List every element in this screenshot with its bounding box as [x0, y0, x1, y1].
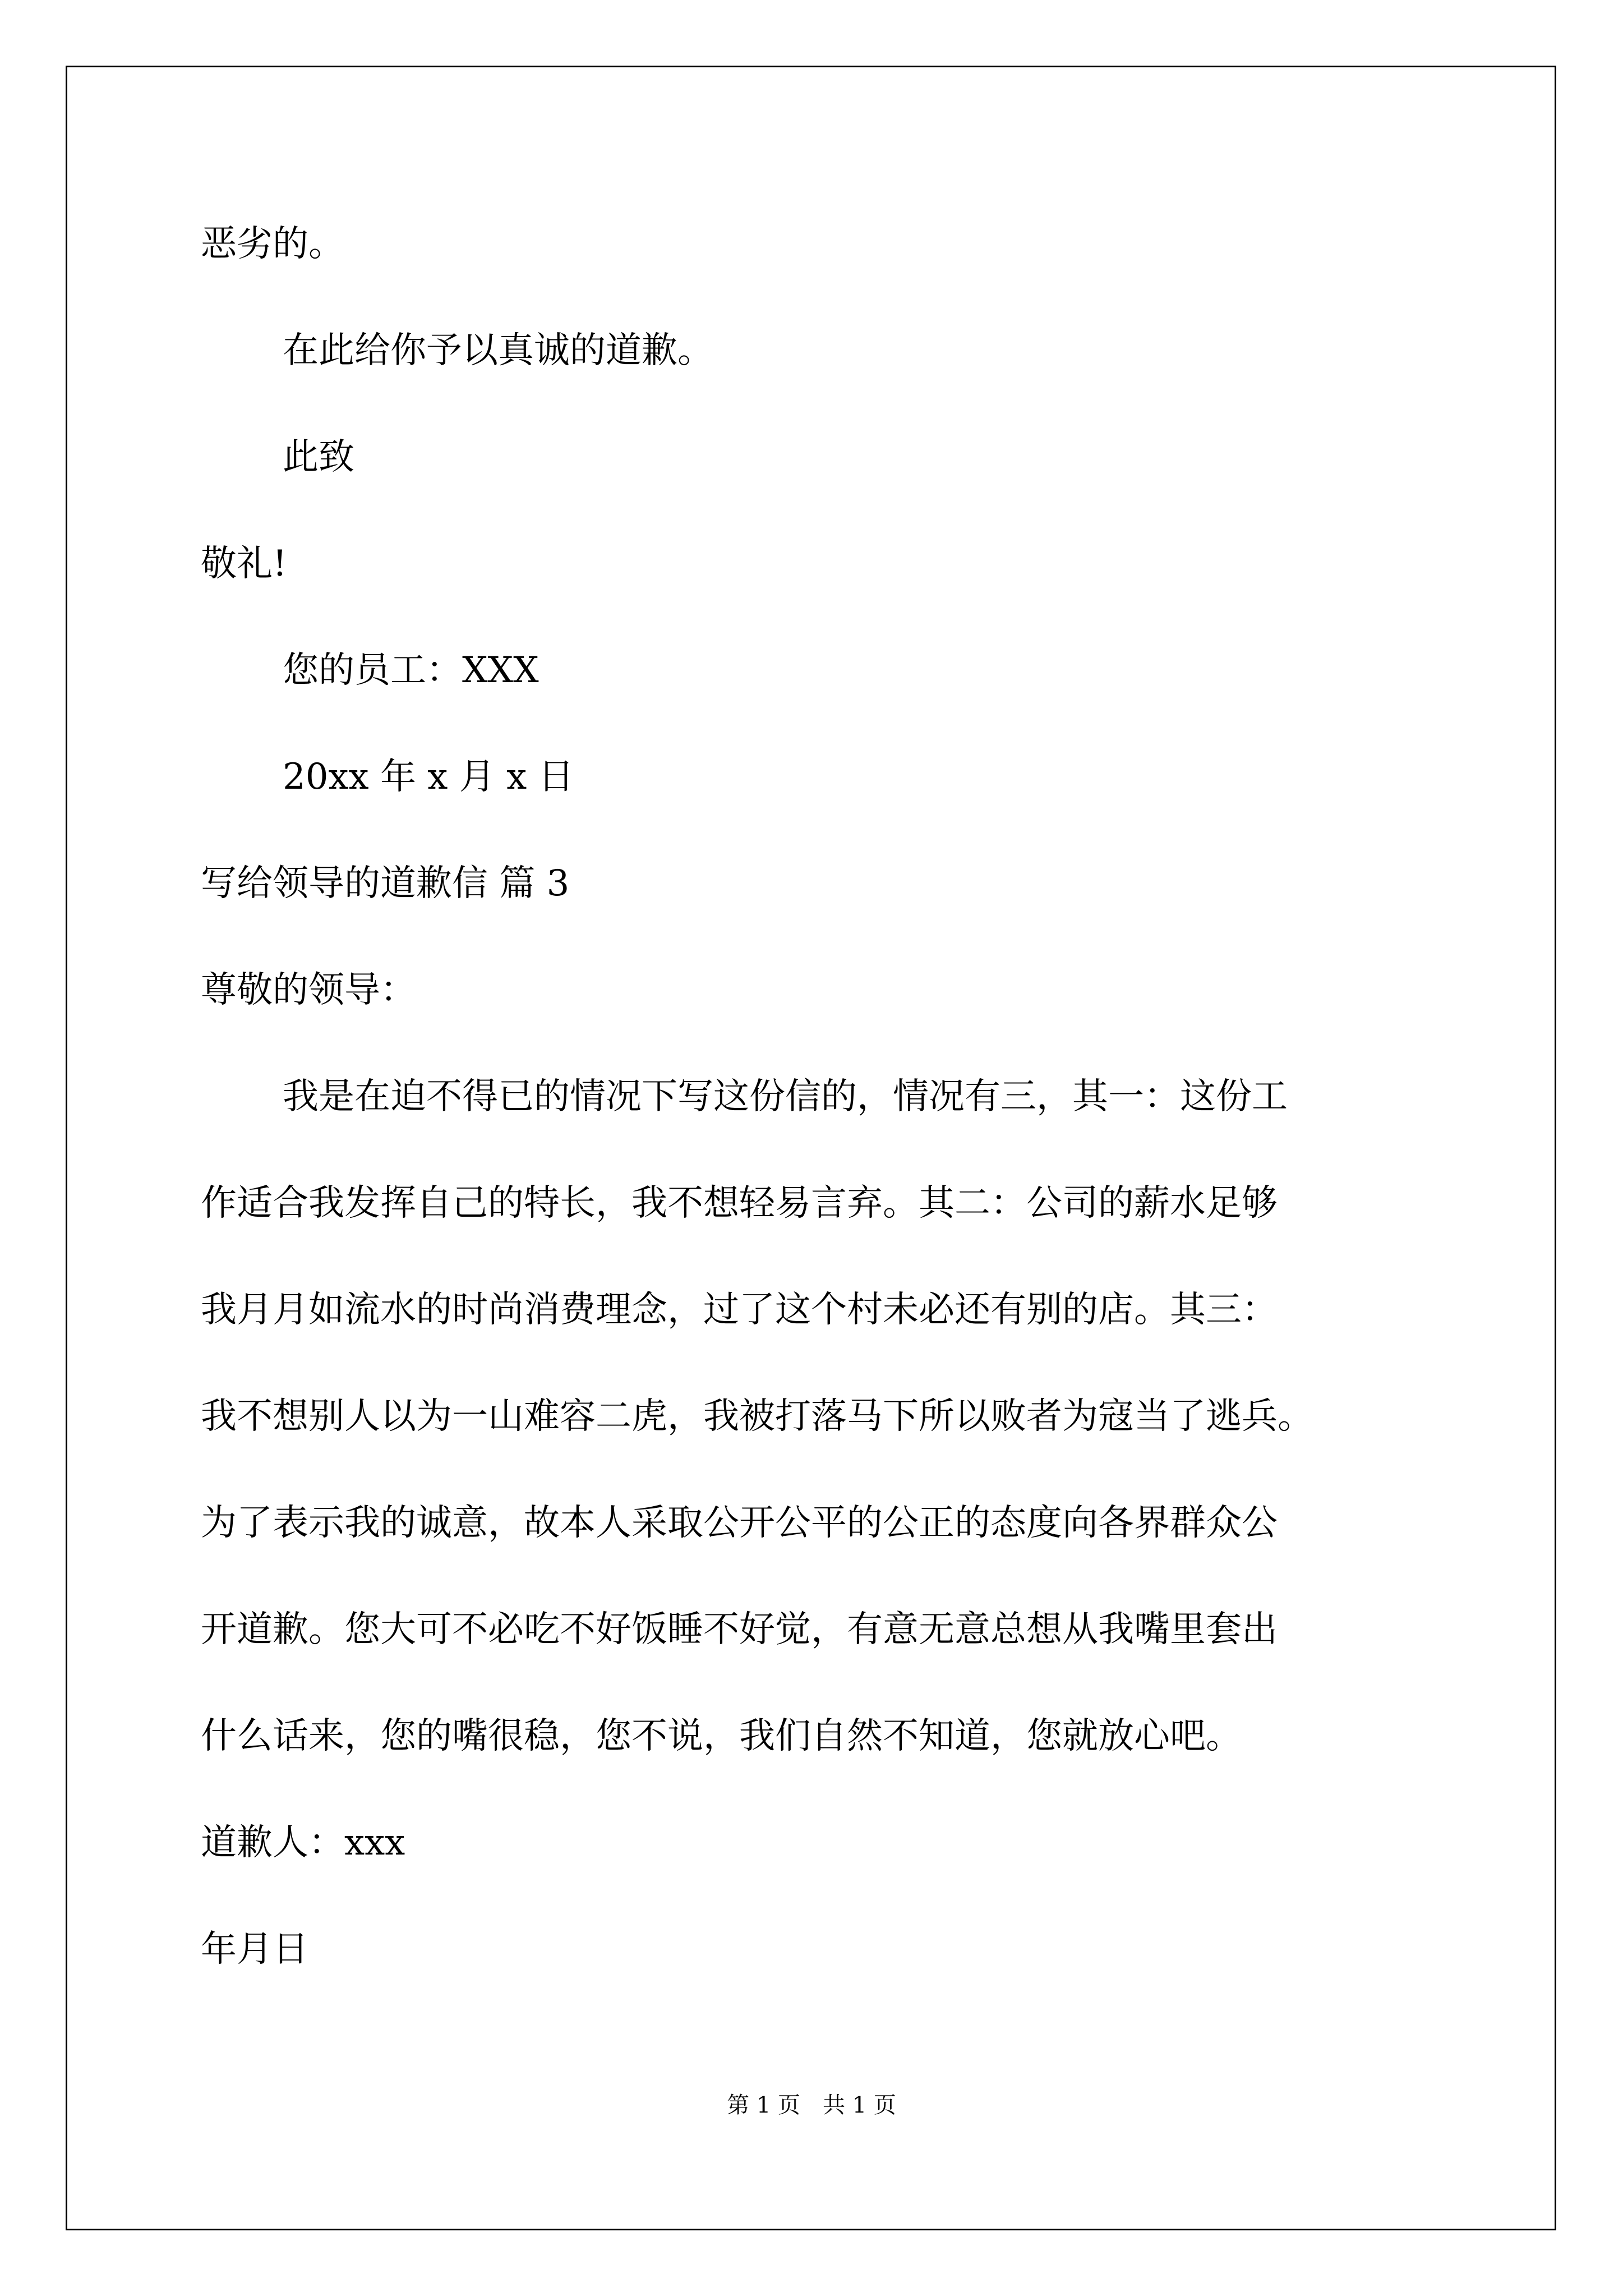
page-border: [66, 66, 1556, 2230]
text-line: 作适合我发挥自己的特长，我不想轻易言弃。其二：公司的薪水足够: [201, 1182, 1278, 1224]
text-line: 道歉人：xxx: [201, 1822, 405, 1864]
text-line: 开道歉。您大可不必吃不好饭睡不好觉，有意无意总想从我嘴里套出: [201, 1609, 1278, 1650]
text-line: 为了表示我的诚意，故本人采取公开公平的公正的态度向各界群众公: [201, 1502, 1278, 1544]
text-line: 我是在迫不得已的情况下写这份信的，情况有三，其一：这份工: [283, 1076, 1288, 1117]
page-footer: 第 1 页 共 1 页: [727, 2092, 896, 2118]
text-line: 尊敬的领导：: [201, 969, 416, 1011]
text-line: 年月日: [201, 1929, 308, 1970]
text-line: 我不想别人以为一山难容二虎，我被打落马下所以败者为寇当了逃兵。: [201, 1396, 1313, 1437]
text-line: 敬礼!: [201, 543, 287, 585]
text-line: 我月月如流水的时尚消费理念，过了这个村未必还有别的店。其三：: [201, 1289, 1278, 1331]
text-line: 在此给你予以真诚的道歉。: [283, 330, 713, 371]
text-line: 此致: [283, 436, 354, 478]
text-line: 什么话来，您的嘴很稳，您不说，我们自然不知道，您就放心吧。: [201, 1715, 1242, 1757]
section-title: 写给领导的道歉信 篇 3: [201, 863, 570, 904]
text-line: 您的员工：XXX: [283, 650, 539, 691]
text-line: 恶劣的。: [201, 223, 344, 265]
text-line: 20xx 年 x 月 x 日: [283, 756, 574, 798]
